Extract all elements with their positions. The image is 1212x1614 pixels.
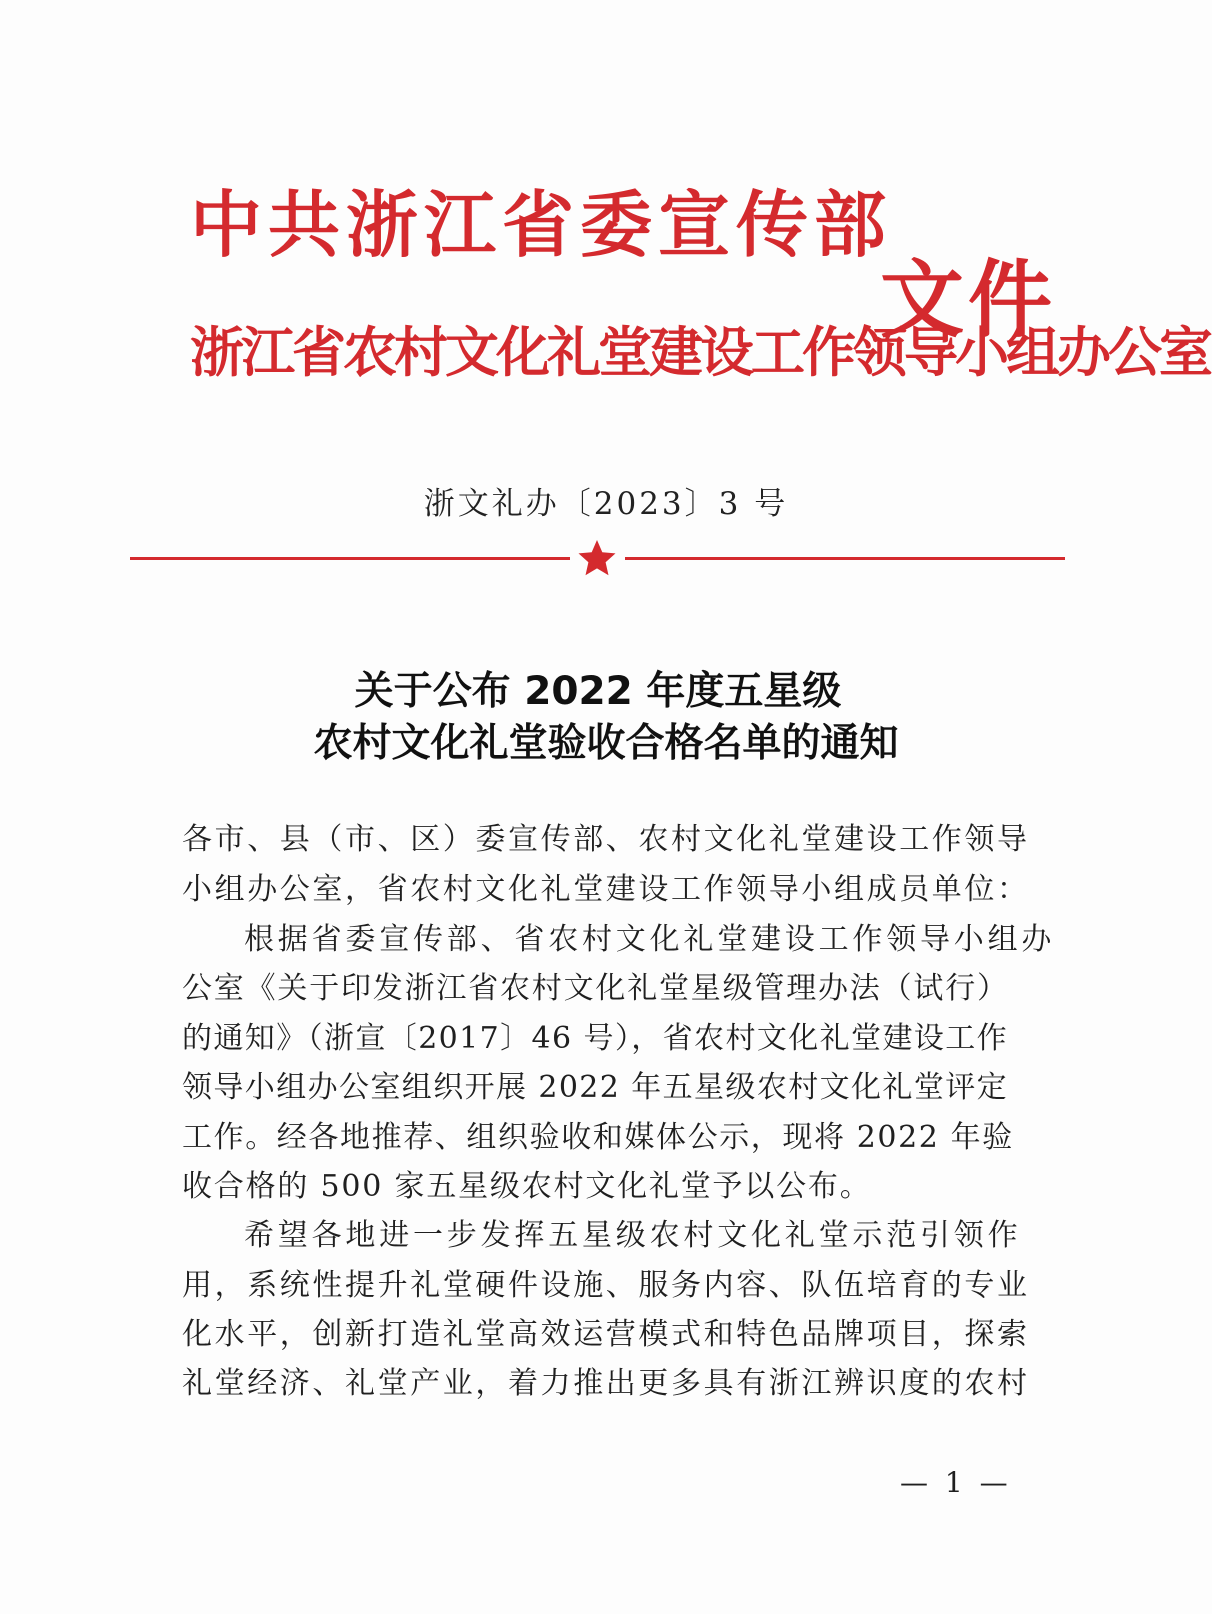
body-line: 根据省委宣传部、省农村文化礼堂建设工作领导小组办 — [244, 922, 1056, 957]
body-line: 各市、县（市、区）委宣传部、农村文化礼堂建设工作领导 — [182, 822, 1030, 857]
letterhead-issuer-1: 中共浙江省委宣传部 — [190, 183, 893, 267]
body-line: 工作。经各地推荐、组织验收和媒体公示，现将 2022 年验 — [182, 1120, 1014, 1155]
body-line: 用，系统性提升礼堂硬件设施、服务内容、队伍培育的专业 — [182, 1268, 1030, 1303]
letterhead-issuer-2: 浙江省农村文化礼堂建设工作领导小组办公室 — [190, 321, 1210, 384]
body-line: 领导小组办公室组织开展 2022 年五星级农村文化礼堂评定 — [182, 1070, 1009, 1105]
document-number: 浙文礼办〔2023〕3 号 — [423, 486, 789, 522]
letterhead-document-label: 文件 — [880, 251, 1057, 349]
body-line: 礼堂经济、礼堂产业，着力推出更多具有浙江辨识度的农村 — [182, 1366, 1030, 1401]
body-line: 收合格的 500 家五星级农村文化礼堂予以公布。 — [182, 1169, 872, 1204]
body-line: 小组办公室，省农村文化礼堂建设工作领导小组成员单位： — [182, 872, 1030, 907]
red-divider — [130, 538, 1065, 578]
red-star-icon — [579, 540, 616, 575]
notice-title-line-2: 农村文化礼堂验收合格名单的通知 — [313, 721, 899, 766]
body-line: 希望各地进一步发挥五星级农村文化礼堂示范引领作 — [244, 1218, 1022, 1253]
notice-title-line-1: 关于公布 2022 年度五星级 — [354, 669, 842, 714]
page-number: — 1 — — [900, 1466, 1012, 1499]
body-line: 的通知》（浙宣〔2017〕46 号），省农村文化礼堂建设工作 — [182, 1021, 1009, 1056]
body-line: 公室《关于印发浙江省农村文化礼堂星级管理办法（试行） — [182, 971, 1009, 1006]
body-line: 化水平，创新打造礼堂高效运营模式和特色品牌项目，探索 — [182, 1317, 1030, 1352]
